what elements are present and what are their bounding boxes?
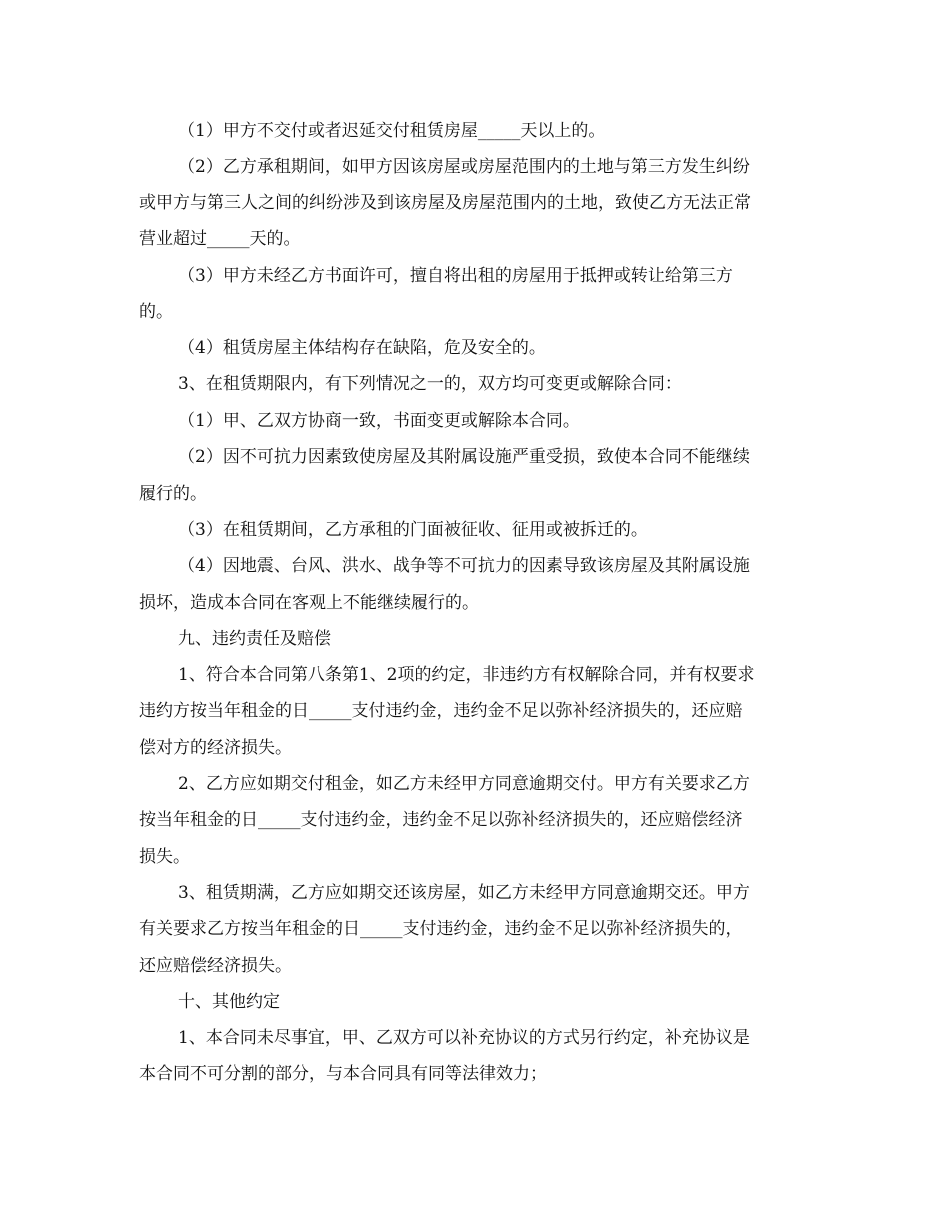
text-line: （2）因不可抗力因素致使房屋及其附属设施严重受损，致使本合同不能继续	[178, 447, 750, 467]
section-heading: 十、其他约定	[178, 992, 280, 1012]
text-line: 损坏，造成本合同在客观上不能继续履行的。	[139, 593, 479, 613]
text-line: （4）因地震、台风、洪水、战争等不可抗力的因素导致该房屋及其附属设施	[178, 556, 750, 576]
text-line: 的。	[139, 302, 173, 322]
text-line: 损失。	[139, 847, 190, 867]
text-line: （3）在租赁期间，乙方承租的门面被征收、征用或被拆迁的。	[178, 520, 648, 540]
text-line: （2）乙方承租期间，如甲方因该房屋或房屋范围内的土地与第三方发生纠纷	[178, 157, 750, 177]
text-line: 本合同不可分割的部分，与本合同具有同等法律效力；	[139, 1064, 547, 1084]
text-line: （1）甲方不交付或者迟延交付租赁房屋_____天以上的。	[178, 121, 606, 141]
text-line: 或甲方与第三人之间的纠纷涉及到该房屋及房屋范围内的土地，致使乙方无法正常	[139, 193, 751, 213]
text-line: （3）甲方未经乙方书面许可，擅自将出租的房屋用于抵押或转让给第三方	[178, 266, 733, 286]
text-line: 按当年租金的日_____支付违约金，违约金不足以弥补经济损失的，还应赔偿经济	[139, 810, 743, 830]
text-line: （1）甲、乙双方协商一致，书面变更或解除本合同。	[178, 411, 580, 431]
text-line: 违约方按当年租金的日_____支付违约金，违约金不足以弥补经济损失的，还应赔	[139, 701, 743, 721]
text-line: 3、租赁期满，乙方应如期交还该房屋，如乙方未经甲方同意逾期交还。甲方	[178, 883, 750, 903]
text-line: 还应赔偿经济损失。	[139, 956, 292, 976]
text-line: 有关要求乙方按当年租金的日_____支付违约金，违约金不足以弥补经济损失的，	[139, 919, 743, 939]
text-line: 3、在租赁期限内，有下列情况之一的，双方均可变更或解除合同：	[178, 374, 682, 394]
text-line: 1、本合同未尽事宜，甲、乙双方可以补充协议的方式另行约定，补充协议是	[178, 1028, 750, 1048]
text-line: （4）租赁房屋主体结构存在缺陷，危及安全的。	[178, 338, 546, 358]
text-line: 偿对方的经济损失。	[139, 738, 292, 758]
section-heading: 九、违约责任及赔偿	[178, 629, 331, 649]
text-line: 1、符合本合同第八条第1、2项的约定，非违约方有权解除合同，并有权要求	[178, 665, 755, 685]
text-line: 履行的。	[139, 484, 207, 504]
text-line: 营业超过_____天的。	[139, 229, 301, 249]
text-line: 2、乙方应如期交付租金，如乙方未经甲方同意逾期交付。甲方有关要求乙方	[178, 774, 750, 794]
